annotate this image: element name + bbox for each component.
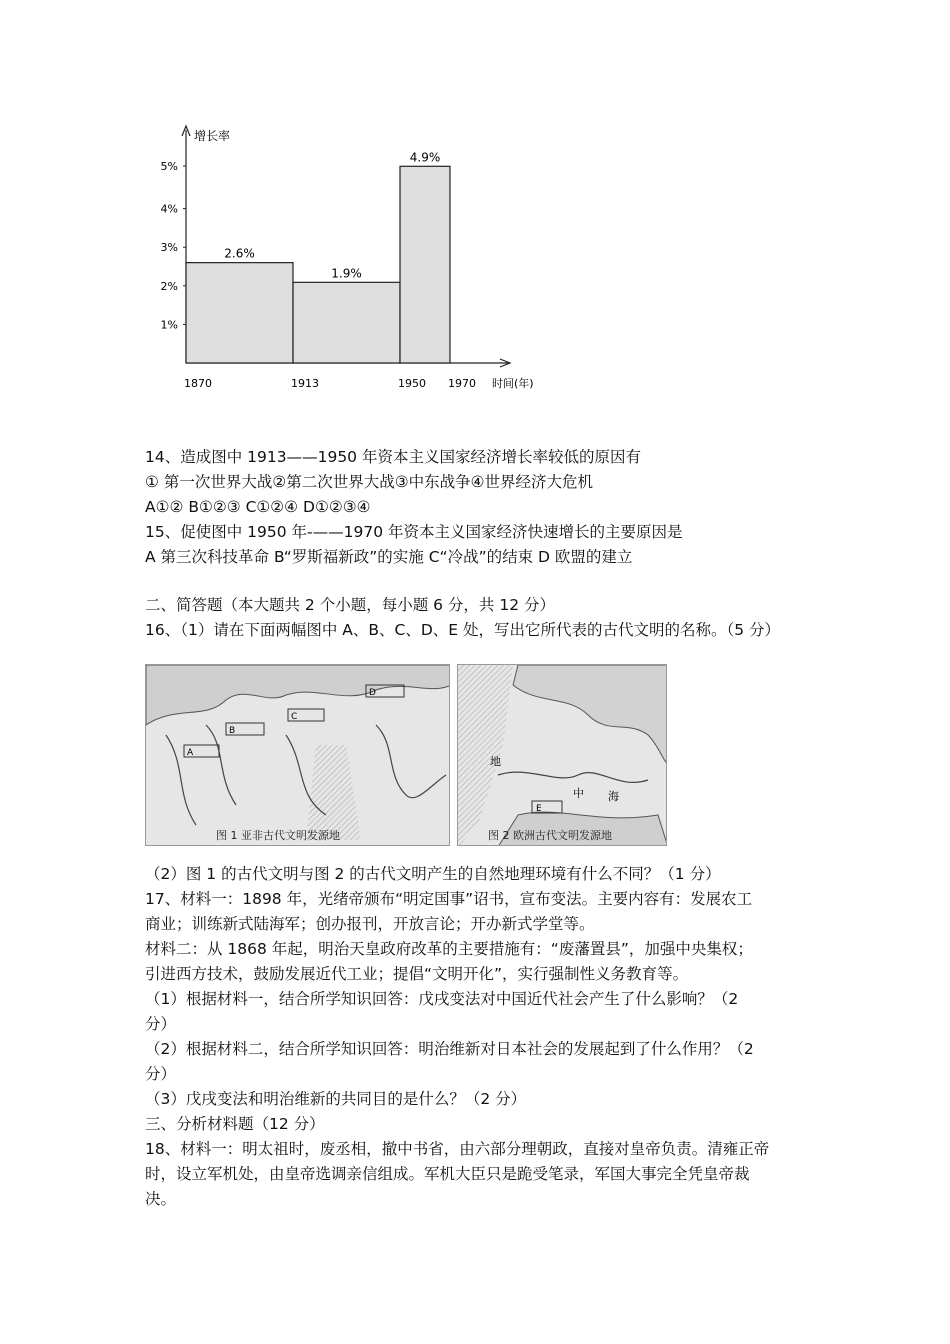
q18-material1-line2: 时，设立军机处，由皇帝选调亲信组成。军机大臣只是跪受笔录，军国大事完全凭皇帝裁 [145, 1165, 750, 1183]
y-tick-label: 5% [160, 160, 178, 173]
q14-options: A①② B①②③ C①②④ D①②③④ [145, 498, 371, 516]
growth-rate-chart [140, 118, 560, 408]
q18-material1-line3: 决。 [145, 1190, 177, 1208]
x-tick-label: 1970 [448, 377, 476, 390]
q16-part2: （2）图 1 的古代文明与图 2 的古代文明产生的自然地理环境有什么不同？（1 分） [145, 865, 721, 883]
chart-bars [186, 166, 450, 363]
ancient-civilization-maps [145, 664, 667, 846]
x-axis-label: 时间(年) [492, 377, 534, 390]
y-tick-label: 2% [160, 279, 178, 293]
q17-part2-score: 分） [145, 1065, 177, 1083]
q15-stem: 15、促使图中 1950 年-——1970 年资本主义国家经济快速增长的主要原因是 [145, 523, 683, 541]
x-tick-label: 1870 [184, 377, 212, 390]
map-2-label-zhong: 中 [573, 787, 584, 800]
map-1-label-c: C [291, 712, 298, 722]
q15-options: A 第三次科技革命 B“罗斯福新政”的实施 C“冷战”的结束 D 欧盟的建立 [145, 548, 633, 566]
q17-material2-line1: 材料二：从 1868 年起，明治天皇政府改革的主要措施有：“废藩置县”，加强中央集权； [145, 940, 753, 958]
map-1-caption: 图 1 亚非古代文明发源地 [216, 829, 340, 842]
map-1-label-b: B [229, 726, 236, 736]
x-tick-label: 1950 [398, 377, 426, 390]
y-tick-label: 4% [160, 202, 178, 216]
map-2-label-hai: 海 [608, 790, 619, 803]
q18-material1-line1: 18、材料一：明太祖时，废丞相，撤中书省，由六部分理朝政，直接对皇帝负责。清雍正帝 [145, 1140, 770, 1158]
x-tick-label: 1913 [291, 377, 319, 390]
map-2-label-di: 地 [490, 755, 501, 768]
q17-part1-score: 分） [145, 1015, 177, 1033]
q14-stem: 14、造成图中 1913——1950 年资本主义国家经济增长率较低的原因有 [145, 448, 641, 466]
map-2-caption: 图 2 欧洲古代文明发源地 [488, 829, 612, 842]
bar-data-label: 2.6% [224, 246, 255, 261]
q17-material2-line2: 引进西方技术，鼓励发展近代工业；提倡“文明开化”，实行强制性义务教育等。 [145, 965, 689, 983]
section-2-heading: 二、简答题（本大题共 2 个小题，每小题 6 分，共 12 分） [145, 596, 556, 614]
q17-material1-line1: 17、材料一：1898 年，光绪帝颁布“明定国事”诏书，宣布变法。主要内容有：发展农工 [145, 890, 753, 908]
map-2-label-e: E [536, 804, 542, 814]
y-axis-label: 增长率 [194, 129, 231, 143]
section-3-heading: 三、分析材料题（12 分） [145, 1115, 325, 1133]
y-tick-label: 1% [160, 318, 178, 332]
q17-part2: （2）根据材料二，结合所学知识回答：明治维新对日本社会的发展起到了什么作用？（2 [145, 1040, 754, 1058]
map-1-label-a: A [187, 748, 194, 758]
bar-data-label: 1.9% [331, 266, 362, 281]
bar-data-label: 4.9% [409, 150, 441, 165]
map-2-drawing [458, 665, 667, 846]
q16-part1: 16、（1）请在下面两幅图中 A、B、C、D、E 处，写出它所代表的古代文明的名称。（5 分） [145, 621, 781, 639]
chart-bar [293, 282, 400, 363]
chart-bar [186, 263, 293, 363]
y-tick-label: 3% [160, 241, 178, 255]
map-1-panel [145, 664, 450, 846]
q14-statements: ① 第一次世界大战②第二次世界大战③中东战争④世界经济大危机 [145, 473, 594, 491]
map-2-panel [457, 664, 667, 846]
q17-part1: （1）根据材料一，结合所学知识回答：戊戌变法对中国近代社会产生了什么影响？（2 [145, 990, 739, 1008]
map-1-drawing [146, 665, 450, 846]
q17-material1-line2: 商业；训练新式陆海军；创办报刊，开放言论；开办新式学堂等。 [145, 915, 595, 933]
q17-part3: （3）戊戌变法和明治维新的共同目的是什么？（2 分） [145, 1090, 527, 1108]
map-1-label-d: D [369, 688, 376, 698]
chart-bar [400, 166, 450, 363]
